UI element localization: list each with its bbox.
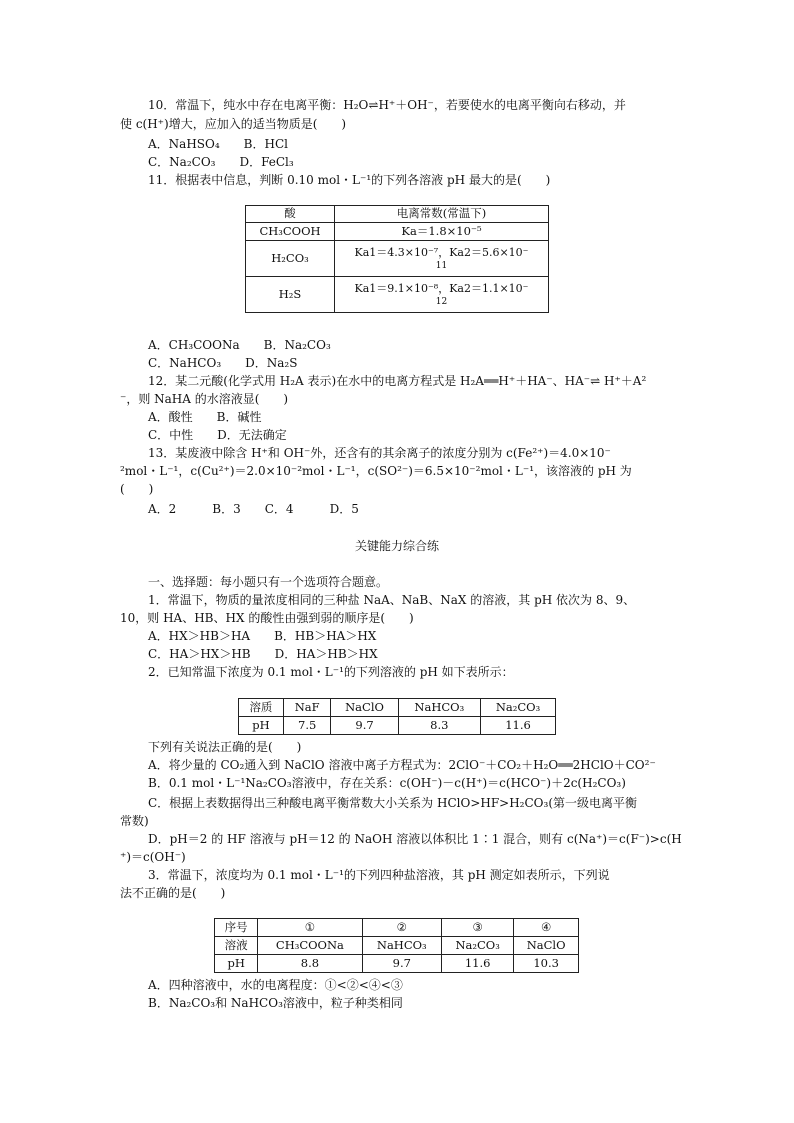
q13-stem-line1: 13．某废液中除含 H⁺和 OH⁻外，还含有的其余离子的浓度分别为 c(Fe²⁺)＝4.0×10⁻ xyxy=(148,446,611,460)
p3-stem-line2: 法不正确的是( ) xyxy=(120,886,226,900)
section-subtitle: 一、选择题：每小题只有一个选项符合题意。 xyxy=(148,575,389,589)
p2-option-a: A．将少量的 CO₂通入到 NaClO 溶液中离子方程式为：2ClO⁻＋CO₂＋H₂O══2HClO＋CO²⁻ xyxy=(148,758,656,772)
q11-table xyxy=(245,205,549,313)
table-row xyxy=(246,277,549,313)
q12-stem-line1: 12．某二元酸(化学式用 H₂A 表示)在水中的电离方程式是 H₂A══H⁺＋HA⁻、HA⁻⇌ H⁺＋A² xyxy=(148,374,647,388)
p2-option-c-line1: C．根据上表数据得出三种酸电离平衡常数大小关系为 HClO>HF>H₂CO₃(第一级电离平衡 xyxy=(148,796,638,810)
table-cell: CH₃COONa xyxy=(258,937,362,955)
table-cell xyxy=(335,277,549,313)
table-row xyxy=(215,955,579,973)
q10-options-cd: C．Na₂CO₃ D．FeCl₃ xyxy=(148,155,294,169)
q10-stem-line2: 使 c(H⁺)增大，应加入的适当物质是( ) xyxy=(120,117,347,131)
table-cell-main: Ka1＝4.3×10⁻⁷，Ka2＝5.6×10⁻ xyxy=(354,245,529,259)
table-cell: NaF xyxy=(283,699,331,717)
table-cell: pH xyxy=(239,717,284,735)
table-cell: ② xyxy=(362,919,442,937)
q11-options-cd: C．NaHCO₃ D．Na₂S xyxy=(148,356,298,370)
table-cell: 9.7 xyxy=(331,717,398,735)
table-row xyxy=(246,223,549,241)
table-cell: H₂CO₃ xyxy=(246,241,335,277)
q13-options: A．2 B．3 C．4 D．5 xyxy=(148,502,359,516)
table-cell: 序号 xyxy=(215,919,258,937)
table-cell: ③ xyxy=(442,919,514,937)
p2-option-b: B．0.1 mol・L⁻¹Na₂CO₃溶液中，存在关系：c(OH⁻)－c(H⁺)＝c(HCO⁻)＋2c(H₂CO₃) xyxy=(148,776,626,790)
table-cell: NaClO xyxy=(331,699,398,717)
q10-options-ab: A．NaHSO₄ B．HCl xyxy=(148,137,288,151)
table-cell-main: Ka1＝9.1×10⁻⁸，Ka2＝1.1×10⁻ xyxy=(354,281,529,295)
table-row xyxy=(239,717,556,735)
table-cell: ④ xyxy=(514,919,579,937)
q12-options-cd: C．中性 D．无法确定 xyxy=(148,428,287,442)
table-cell: Na₂CO₃ xyxy=(442,937,514,955)
q11-options-ab: A．CH₃COONa B．Na₂CO₃ xyxy=(148,338,331,352)
table-cell: 8.3 xyxy=(398,717,481,735)
table-cell: NaHCO₃ xyxy=(398,699,481,717)
table-cell: ① xyxy=(258,919,362,937)
table-cell: 溶液 xyxy=(215,937,258,955)
table-cell: Na₂CO₃ xyxy=(481,699,556,717)
table-header: 酸 xyxy=(246,206,335,223)
p2-stem: 2．已知常温下浓度为 0.1 mol・L⁻¹的下列溶液的 pH 如下表所示： xyxy=(148,665,514,679)
p2-option-c-line2: 常数) xyxy=(120,814,149,828)
p2-option-d-line1: D．pH＝2 的 HF 溶液与 pH＝12 的 NaOH 溶液以体积比 1∶1 混合，则有 c(Na⁺)＝c(F⁻)>c(H xyxy=(148,832,682,846)
section-title: 关键能力综合练 xyxy=(354,539,439,553)
p3-stem-line1: 3．常温下，浓度均为 0.1 mol・L⁻¹的下列四种盐溶液，其 pH 测定如表所示，下列说 xyxy=(148,868,610,882)
p3-option-b: B．Na₂CO₃和 NaHCO₃溶液中，粒子种类相同 xyxy=(148,996,403,1010)
p1-stem-line2: 10，则 HA、HB、HX 的酸性由强到弱的顺序是( ) xyxy=(120,611,414,625)
table-cell: 9.7 xyxy=(362,955,442,973)
table-cell: NaClO xyxy=(514,937,579,955)
p3-option-a: A．四种溶液中，水的电离程度：①<②<④<③ xyxy=(148,978,403,992)
q13-stem-line3: ( ) xyxy=(120,482,154,496)
table-cell: 8.8 xyxy=(258,955,362,973)
p2-question: 下列有关说法正确的是( ) xyxy=(148,740,302,754)
p1-options-cd: C．HA＞HX＞HB D．HA＞HB＞HX xyxy=(148,647,378,661)
table-row xyxy=(239,699,556,717)
table-cell: 11.6 xyxy=(442,955,514,973)
table-row xyxy=(215,937,579,955)
table-cell: CH₃COOH xyxy=(246,223,335,241)
table-cell: 11.6 xyxy=(481,717,556,735)
table-cell: pH xyxy=(215,955,258,973)
table-cell xyxy=(335,241,549,277)
p2-table xyxy=(238,698,556,735)
q12-stem-line2: ⁻，则 NaHA 的水溶液显( ) xyxy=(120,392,289,406)
q13-stem-line2: ²mol・L⁻¹，c(Cu²⁺)＝2.0×10⁻²mol・L⁻¹，c(SO²⁻)＝6.5×10⁻²mol・L⁻¹，该溶液的 pH 为 xyxy=(120,464,632,478)
table-row xyxy=(246,241,549,277)
table-header: 电离常数(常温下) xyxy=(335,206,549,223)
table-cell: NaHCO₃ xyxy=(362,937,442,955)
table-row xyxy=(215,919,579,937)
table-cell-wrap: 11 xyxy=(435,260,448,271)
p2-option-d-line2: ⁺)＝c(OH⁻) xyxy=(120,850,186,864)
q10-stem-line1: 10．常温下，纯水中存在电离平衡：H₂O⇌H⁺＋OH⁻，若要使水的电离平衡向右移动，并 xyxy=(148,98,626,112)
table-cell: H₂S xyxy=(246,277,335,313)
table-cell: 7.5 xyxy=(283,717,331,735)
table-cell: Ka＝1.8×10⁻⁵ xyxy=(335,223,549,241)
p1-stem-line1: 1．常温下，物质的量浓度相同的三种盐 NaA、NaB、NaX 的溶液，其 pH 依次为 8、9、 xyxy=(148,593,636,607)
table-cell-wrap: 12 xyxy=(435,296,448,307)
q12-options-ab: A．酸性 B．碱性 xyxy=(148,410,262,424)
p3-table xyxy=(214,918,579,973)
table-cell: 溶质 xyxy=(239,699,284,717)
table-cell: 10.3 xyxy=(514,955,579,973)
p1-options-ab: A．HX＞HB＞HA B．HB＞HA＞HX xyxy=(148,629,377,643)
q11-stem: 11．根据表中信息，判断 0.10 mol・L⁻¹的下列各溶液 pH 最大的是( ) xyxy=(148,173,551,187)
